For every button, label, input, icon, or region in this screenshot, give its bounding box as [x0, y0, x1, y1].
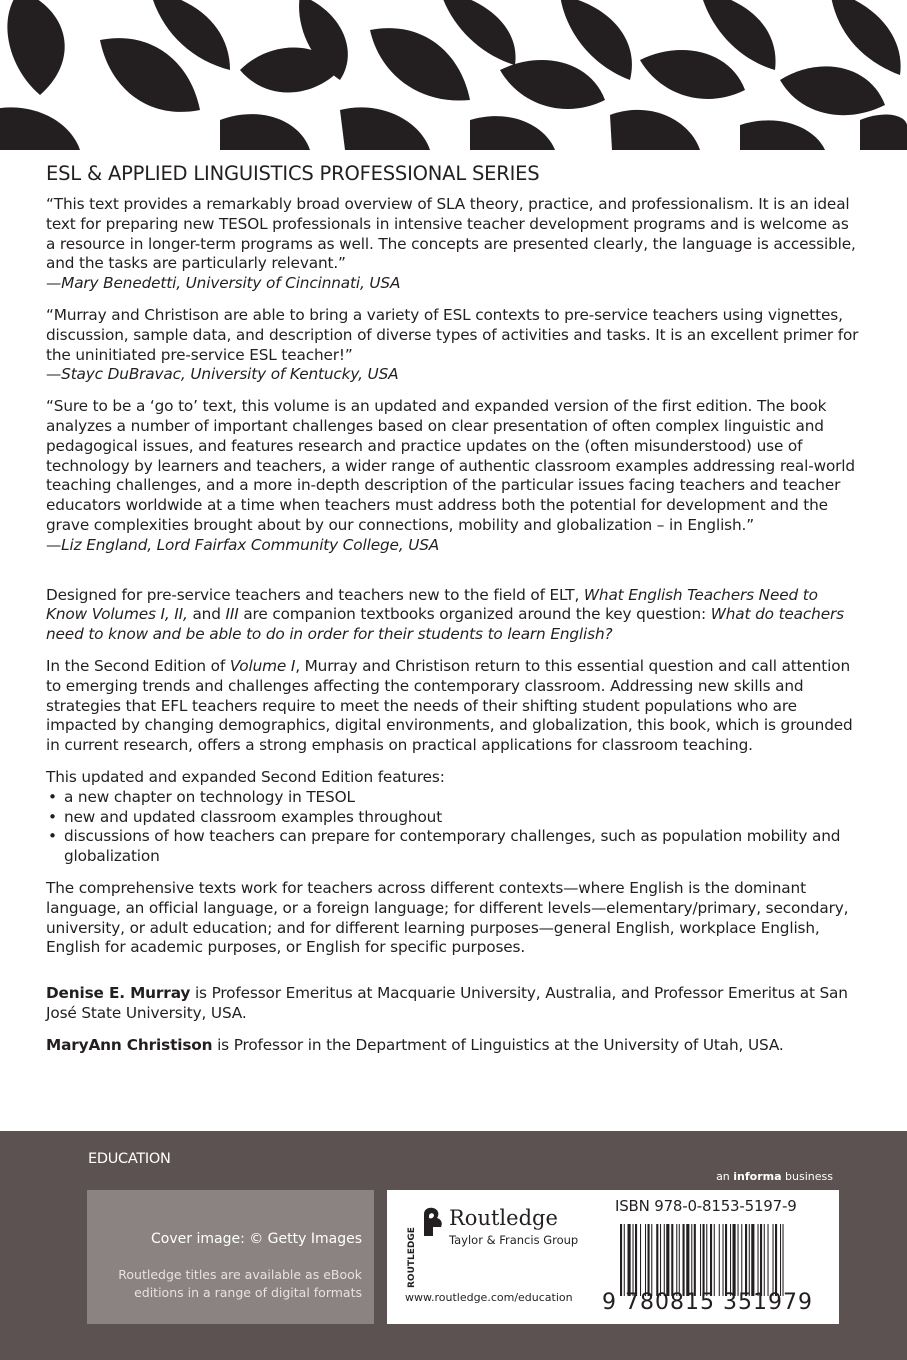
feature-item: • discussions of how teachers can prepare for contemporary challenges, such as population mobility and globalization — [46, 827, 861, 867]
author-name: Denise E. Murray — [46, 984, 191, 1003]
barcode-bar — [660, 1224, 661, 1296]
text-run: business — [781, 1170, 833, 1183]
cover-credit-box — [87, 1190, 374, 1324]
publisher-url: www.routledge.com/education — [405, 1291, 573, 1304]
barcode-graphic — [620, 1224, 825, 1296]
text-run: In the Second Edition of — [46, 656, 230, 675]
quote-text: “Murray and Christison are able to bring a variety of ESL contexts to pre-service teachers using vignettes, discussion, sample data, and description of diverse types of activities and tasks. It is an excellent primer for the uninitiated pre-service ESL teacher!” — [46, 305, 859, 364]
quote-text: “This text provides a remarkably broad overview of SLA theory, practice, and professionalism. It is an ideal text for preparing new TESOL professionals in intensive teacher development programs and is welcome as a resource in longer-term programs as well. The concepts are presented clearly, the language is accessible, and the tasks are particularly relevant.” — [46, 195, 856, 273]
barcode-bar — [624, 1224, 625, 1296]
barcode-bar — [745, 1224, 747, 1296]
series-title: ESL & APPLIED LINGUISTICS PROFESSIONAL SERIES — [46, 162, 540, 185]
author-bios — [46, 984, 861, 1055]
leaf-pattern-graphic — [0, 0, 907, 150]
barcode-bar — [725, 1224, 727, 1296]
author-bio-2 — [46, 1036, 861, 1056]
barcode-bar — [783, 1224, 784, 1296]
vertical-wordmark-text: ROUTLEDGE — [407, 1227, 417, 1288]
barcode-bar — [760, 1224, 762, 1296]
barcode-bar — [676, 1224, 677, 1296]
barcode-bar — [666, 1224, 669, 1296]
features-intro: This updated and expanded Second Edition features: — [46, 767, 445, 786]
barcode-bar — [648, 1224, 650, 1296]
author-name: MaryAnn Christison — [46, 1035, 213, 1054]
author-bio-text: is Professor in the Department of Linguistics at the University of Utah, USA. — [212, 1035, 784, 1054]
text-run: Designed for pre-service teachers and teachers new to the field of ELT, — [46, 585, 584, 604]
barcode-bar — [683, 1224, 685, 1296]
barcode-bar — [730, 1224, 731, 1296]
back-cover-text — [46, 162, 861, 1067]
text-run: , Murray and Christison return to this essential question and call attention to emerging trends and challenges affecting the contemporary classroom. Addressing new skills and strategies that EFL teachers require to meet the needs of their shifting student populations who are impacted by changing demographics, digital environments, and globalization, this book, which is grounded in current research, offers a strong emphasis on practical applications for classroom teaching. — [46, 656, 853, 755]
barcode-bar — [733, 1224, 736, 1296]
barcode-bar — [620, 1224, 622, 1296]
barcode-bar — [664, 1224, 665, 1296]
question-run: What do teachers need to know and be able to do in order for their students to learn English? — [46, 605, 844, 644]
text-run: and — [187, 605, 226, 624]
publisher-box — [387, 1190, 598, 1324]
barcode-bar — [651, 1224, 652, 1296]
barcode-bar — [719, 1224, 720, 1296]
barcode-bar — [645, 1224, 646, 1296]
routledge-logo-icon — [420, 1206, 446, 1238]
cover-image-credit: Cover image: © Getty Images — [151, 1231, 362, 1247]
barcode-bar — [714, 1224, 715, 1296]
quote-1 — [46, 195, 861, 294]
book-description — [46, 586, 861, 959]
barcode-bar — [671, 1224, 673, 1296]
author-bio-text: is Professor Emeritus at Macquarie University, Australia, and Professor Emeritus at San José State University, USA. — [46, 984, 848, 1022]
barcode-digits: 9 780815 351979 — [602, 1290, 813, 1315]
isbn-number: ISBN 978-0-8153-5197-9 — [615, 1197, 797, 1215]
barcode-bar — [741, 1224, 742, 1296]
routledge-vertical-wordmark — [401, 1212, 419, 1288]
features-list — [46, 788, 861, 867]
quote-3 — [46, 397, 861, 555]
barcode-bar — [703, 1224, 705, 1296]
category-label: EDUCATION — [88, 1151, 171, 1167]
title-run: What English Teachers Need to Know Volumes I, II, — [46, 585, 818, 624]
barcode-bar — [628, 1224, 631, 1296]
publisher-group: Taylor & Francis Group — [449, 1233, 579, 1247]
title-run: III — [225, 605, 239, 624]
informa-word: informa — [733, 1170, 782, 1183]
barcode-bar — [679, 1224, 680, 1296]
feature-item: • new and updated classroom examples throughout — [46, 808, 861, 828]
barcode-bar — [738, 1224, 739, 1296]
barcode-bar — [633, 1224, 634, 1296]
barcode-bar — [749, 1224, 750, 1296]
publisher-name: Routledge — [449, 1206, 558, 1230]
description-paragraph-1 — [46, 586, 861, 645]
barcode-bar — [640, 1224, 641, 1296]
barcode-bar — [780, 1224, 781, 1296]
barcode-bar — [758, 1224, 759, 1296]
informa-business-label — [716, 1170, 833, 1183]
leaf-pattern-banner — [0, 0, 907, 150]
text-run: an — [716, 1170, 734, 1183]
barcode-bar — [773, 1224, 774, 1296]
barcode-bar — [710, 1224, 712, 1296]
barcode-bar — [706, 1224, 707, 1296]
title-run: Volume I — [229, 656, 296, 675]
isbn-barcode-box — [598, 1190, 839, 1324]
barcode-bar — [691, 1224, 692, 1296]
barcode-bar — [768, 1224, 769, 1296]
footer-band — [0, 1131, 907, 1360]
author-bio-1 — [46, 984, 861, 1024]
barcode-bar — [686, 1224, 689, 1296]
quote-attribution: —Liz England, Lord Fairfax Community College, USA — [46, 535, 440, 554]
barcode-bar — [775, 1224, 777, 1296]
barcode-bar — [764, 1224, 765, 1296]
quote-text: “Sure to be a ‘go to’ text, this volume is an updated and expanded version of the first edition. The book analyzes a number of important challenges based on clear presentation of often complex linguistic and pedagogical issues, and features research and practice updates on the (often misunderstood) use of technology by learners and teachers, a wider range of authentic classroom examples addressing real-world teaching challenges, and a more in-depth description of the particular issues facing teachers and teacher educators worldwide at a time when teachers must address both the potential for development and the grave complexities brought about by our connections, mobility and globalization – in English.” — [46, 397, 855, 534]
quote-attribution: —Mary Benedetti, University of Cincinnati, USA — [46, 274, 401, 293]
quote-2 — [46, 306, 861, 385]
barcode-bar — [751, 1224, 754, 1296]
quote-attribution: —Stayc DuBravac, University of Kentucky, USA — [46, 365, 399, 384]
barcode-bar — [656, 1224, 658, 1296]
barcode-bar — [635, 1224, 637, 1296]
barcode-bar — [723, 1224, 724, 1296]
barcode-bar — [694, 1224, 696, 1296]
description-paragraph-2 — [46, 657, 861, 756]
description-paragraph-3: The comprehensive texts work for teachers across different contexts—where English is the dominant language, an official language, or a foreign language; for different levels—elementary/primary, secondary, university, or adult education; and for different learning purposes—general English, workplace English, English for academic purposes, or English for specific purposes. — [46, 878, 849, 957]
ebook-availability-note: Routledge titles are available as eBook editions in a range of digital formats — [118, 1267, 362, 1300]
barcode-bar — [700, 1224, 701, 1296]
text-run: are companion textbooks organized around the key question: — [238, 605, 711, 624]
feature-item: • a new chapter on technology in TESOL — [46, 788, 861, 808]
